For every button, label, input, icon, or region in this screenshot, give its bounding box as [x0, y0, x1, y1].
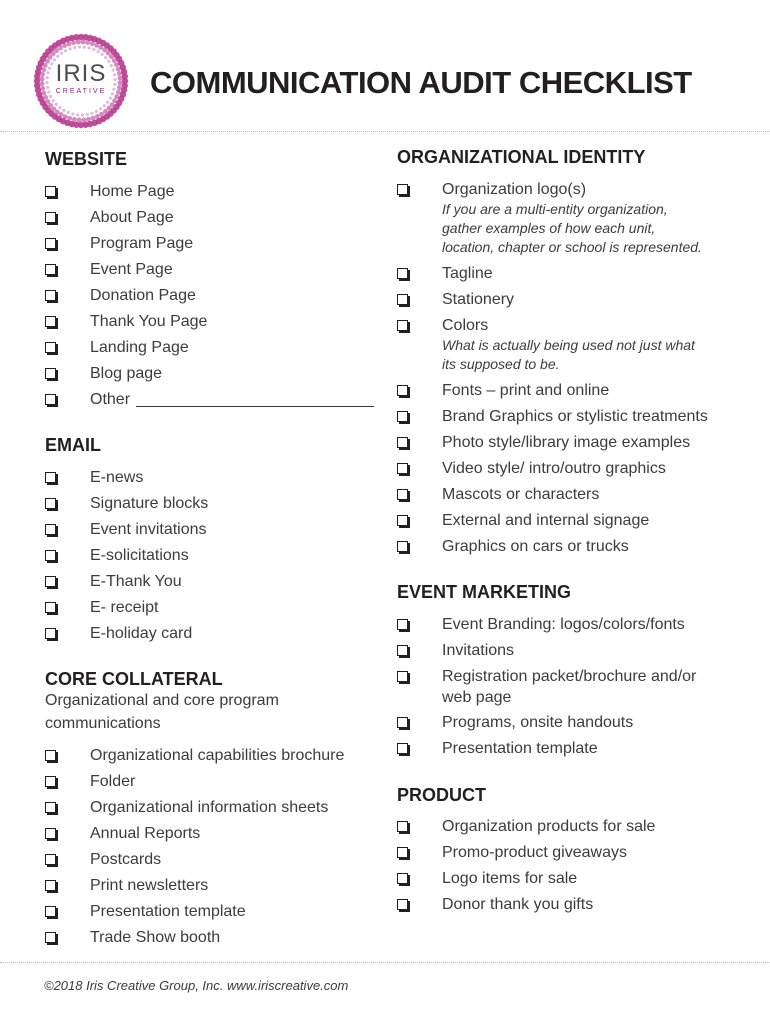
- checkbox-icon[interactable]: [45, 394, 56, 405]
- checkbox-icon[interactable]: [45, 212, 56, 223]
- checkbox-icon[interactable]: [397, 463, 408, 474]
- checkbox-icon[interactable]: [45, 854, 56, 865]
- checkbox-icon[interactable]: [45, 802, 56, 813]
- checkbox-icon[interactable]: [45, 880, 56, 891]
- item-note: What is actually being used not just what: [442, 337, 695, 353]
- item-note: location, chapter or school is represented.: [442, 239, 702, 255]
- section-title-product: PRODUCT: [397, 785, 486, 805]
- checkbox-icon[interactable]: [397, 320, 408, 331]
- checkbox-icon[interactable]: [45, 186, 56, 197]
- checkbox-icon[interactable]: [397, 671, 408, 682]
- section-title-organizational-identity: ORGANIZATIONAL IDENTITY: [397, 147, 646, 167]
- checkbox-icon[interactable]: [45, 776, 56, 787]
- checkbox-icon[interactable]: [397, 821, 408, 832]
- other-fill-in-line[interactable]: [136, 406, 374, 407]
- logo-subtitle: CREATIVE: [55, 88, 107, 95]
- footer-copyright: ©2018 Iris Creative Group, Inc. www.iriscreative.com: [44, 978, 349, 993]
- item-note: gather examples of how each unit,: [442, 220, 656, 236]
- checkbox-icon[interactable]: [397, 645, 408, 656]
- checkbox-icon[interactable]: [45, 316, 56, 327]
- checkbox-icon[interactable]: [397, 619, 408, 630]
- checkbox-icon[interactable]: [45, 602, 56, 613]
- iris-creative-logo: [33, 33, 129, 129]
- checkbox-icon[interactable]: [397, 489, 408, 500]
- checkbox-icon[interactable]: [45, 524, 56, 535]
- checkbox-icon[interactable]: [45, 472, 56, 483]
- section-title-website: WEBSITE: [45, 149, 128, 169]
- checkbox-icon[interactable]: [397, 385, 408, 396]
- checkbox-icon[interactable]: [45, 550, 56, 561]
- checkbox-icon[interactable]: [45, 828, 56, 839]
- checkbox-icon[interactable]: [397, 515, 408, 526]
- section-title-core-collateral: CORE COLLATERAL: [45, 669, 223, 689]
- checkbox-icon[interactable]: [45, 932, 56, 943]
- checkbox-icon[interactable]: [45, 368, 56, 379]
- checkbox-icon[interactable]: [397, 294, 408, 305]
- logo-name: IRIS: [55, 60, 107, 87]
- checkbox-icon[interactable]: [45, 906, 56, 917]
- checkbox-icon[interactable]: [397, 184, 408, 195]
- checkbox-icon[interactable]: [397, 717, 408, 728]
- section-title-email: EMAIL: [45, 435, 101, 455]
- checkbox-icon[interactable]: [397, 873, 408, 884]
- checkbox-icon[interactable]: [45, 628, 56, 639]
- checkbox-icon[interactable]: [45, 342, 56, 353]
- checkbox-icon[interactable]: [45, 750, 56, 761]
- checkbox-icon[interactable]: [397, 411, 408, 422]
- checkbox-icon[interactable]: [45, 290, 56, 301]
- section-title-event-marketing: EVENT MARKETING: [397, 582, 572, 602]
- checkbox-icon[interactable]: [397, 899, 408, 910]
- item-note: its supposed to be.: [442, 356, 560, 372]
- checkbox-icon[interactable]: [397, 541, 408, 552]
- checkbox-icon[interactable]: [45, 498, 56, 509]
- checkbox-icon[interactable]: [45, 576, 56, 587]
- section-subtitle: Organizational and core program: [45, 692, 279, 709]
- top-divider: [0, 131, 770, 132]
- checkbox-icon[interactable]: [397, 268, 408, 279]
- bottom-divider: [0, 962, 770, 963]
- item-note: If you are a multi-entity organization,: [442, 201, 668, 217]
- checkbox-icon[interactable]: [397, 437, 408, 448]
- checkbox-icon[interactable]: [45, 238, 56, 249]
- checkbox-icon[interactable]: [397, 743, 408, 754]
- section-subtitle: communications: [45, 715, 161, 732]
- page-title: COMMUNICATION AUDIT CHECKLIST: [150, 65, 692, 100]
- checkbox-icon[interactable]: [397, 847, 408, 858]
- checkbox-icon[interactable]: [45, 264, 56, 275]
